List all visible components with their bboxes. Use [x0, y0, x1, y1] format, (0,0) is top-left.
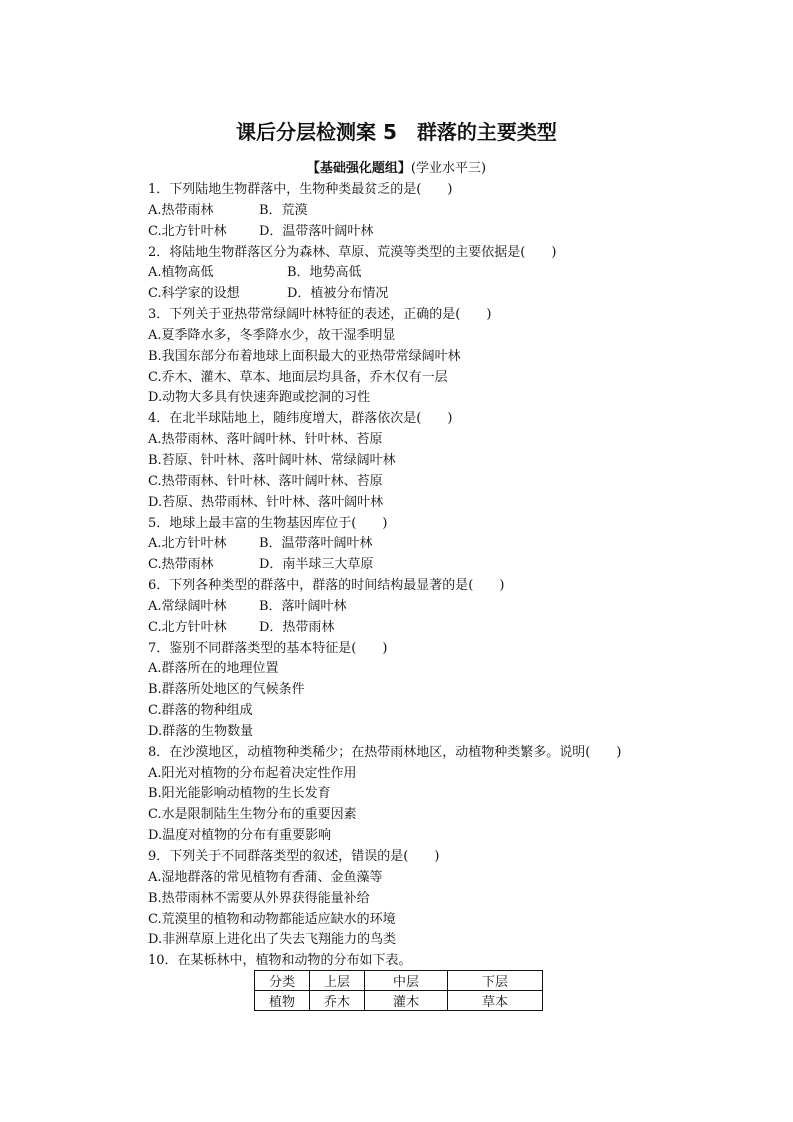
- option-row: [148, 680, 748, 701]
- section-heading-note: (学业水平三): [410, 161, 487, 176]
- question-stem: 3．下列关于亚热带常绿阔叶林特征的表述，正确的是( ): [148, 307, 492, 323]
- option-text: C.热带雨林: [148, 557, 214, 573]
- option-row: [148, 472, 748, 493]
- option-text: B.热带雨林不需要从外界获得能量补给: [148, 890, 370, 906]
- option-text: B.我国东部分布着地球上面积最大的亚热带常绿阔叶林: [148, 348, 461, 364]
- option-text: A.热带雨林: [148, 202, 214, 218]
- option-text: A.植物高低: [148, 265, 214, 281]
- section-heading-bold: 【基础强化题组】: [306, 161, 411, 176]
- page-title: 课后分层检测案 5 群落的主要类型: [236, 120, 557, 144]
- option-text: C.热带雨林、针叶林、落叶阔叶林、苔原: [148, 473, 383, 489]
- option-text: D.动物大多具有快速奔跑或挖洞的习性: [148, 390, 371, 406]
- option-text: B．温带落叶阔叶林: [259, 536, 373, 552]
- question-stem: 4．在北半球陆地上，随纬度增大，群落依次是( ): [148, 411, 453, 427]
- option-row: [148, 326, 748, 347]
- option-text: A.常绿阔叶林: [148, 598, 227, 614]
- option-row: [148, 889, 748, 910]
- option-text: A.热带雨林、落叶阔叶林、针叶林、苔原: [148, 432, 383, 448]
- question-stem: 5．地球上最丰富的生物基因库位于( ): [148, 515, 388, 531]
- question-stem: 10．在某栎林中，植物和动物的分布如下表。: [148, 953, 412, 969]
- table-cell: 乔木: [310, 991, 365, 1011]
- option-row: [148, 493, 748, 514]
- option-row: [148, 368, 748, 389]
- option-text: A.群落所在的地理位置: [148, 661, 279, 677]
- option-text: D．热带雨林: [259, 619, 335, 635]
- option-text: A.湿地群落的常见植物有香蒲、金鱼藻等: [148, 869, 383, 885]
- table-cell: 灌木: [365, 991, 448, 1011]
- option-row: [148, 201, 748, 222]
- question-stem: 7．鉴别不同群落类型的基本特征是( ): [148, 640, 388, 656]
- option-text: C.科学家的设想: [148, 286, 240, 302]
- option-row: [148, 347, 748, 368]
- option-row: [148, 826, 748, 847]
- option-text: C.北方针叶林: [148, 223, 227, 239]
- question-stem: 9．下列关于不同群落类型的叙述，错误的是( ): [148, 849, 440, 864]
- option-text: A.北方针叶林: [148, 536, 227, 552]
- option-text: A.阳光对植物的分布起着决定性作用: [148, 765, 357, 781]
- table-header-row: [255, 971, 543, 991]
- option-row: [148, 451, 748, 472]
- question-stem: 8．在沙漠地区，动植物种类稀少；在热带雨林地区，动植物种类繁多。说明( ): [148, 744, 622, 760]
- table-header-cell: 下层: [448, 971, 543, 991]
- option-row: [148, 701, 748, 722]
- option-row: [148, 764, 748, 785]
- table-cell: 植物: [255, 991, 310, 1011]
- option-row: [148, 910, 748, 931]
- table-header-cell: 分类: [255, 971, 310, 991]
- option-row: [148, 618, 748, 639]
- table-cell: 草本: [448, 991, 543, 1011]
- question-stem: 1．下列陆地生物群落中，生物种类最贫乏的是( ): [148, 182, 453, 197]
- question-list: [148, 180, 748, 972]
- distribution-table: [254, 970, 543, 1011]
- option-text: D．温带落叶阔叶林: [259, 223, 374, 239]
- option-text: D.群落的生物数量: [148, 723, 254, 739]
- option-row: [148, 868, 748, 889]
- option-row: [148, 263, 748, 284]
- table-header-cell: 上层: [310, 971, 365, 991]
- option-text: C.北方针叶林: [148, 619, 227, 635]
- option-text: B.阳光能影响动植物的生长发育: [148, 786, 331, 802]
- option-row: [148, 930, 748, 951]
- option-row: [148, 430, 748, 451]
- table-row: [255, 991, 543, 1011]
- option-text: C.荒漠里的植物和动物都能适应缺水的环境: [148, 911, 396, 927]
- section-heading: [0, 160, 793, 178]
- option-text: B．地势高低: [287, 265, 362, 281]
- option-text: D．植被分布情况: [287, 286, 389, 302]
- option-row: [148, 659, 748, 680]
- option-row: [148, 784, 748, 805]
- table-header-cell: 中层: [365, 971, 448, 991]
- option-text: D.温度对植物的分布有重要影响: [148, 828, 332, 844]
- option-text: B．落叶阔叶林: [259, 598, 347, 614]
- option-row: [148, 534, 748, 555]
- option-text: C.乔木、灌木、草本、地面层均具备，乔木仅有一层: [148, 369, 448, 385]
- option-row: [148, 222, 748, 243]
- option-text: B.苔原、针叶林、落叶阔叶林、常绿阔叶林: [148, 452, 396, 468]
- option-text: D.非洲草原上进化出了失去飞翔能力的鸟类: [148, 932, 397, 948]
- option-row: [148, 388, 748, 409]
- option-text: D.苔原、热带雨林、针叶林、落叶阔叶林: [148, 494, 384, 510]
- option-row: [148, 555, 748, 576]
- option-text: D．南半球三大草原: [259, 557, 374, 573]
- option-text: A.夏季降水多，冬季降水少，故干湿季明显: [148, 327, 396, 343]
- option-row: [148, 805, 748, 826]
- option-row: [148, 722, 748, 743]
- option-text: C.群落的物种组成: [148, 703, 253, 719]
- question-stem: 2．将陆地生物群落区分为森林、草原、荒漠等类型的主要依据是( ): [148, 244, 557, 260]
- option-row: [148, 597, 748, 618]
- option-text: B．荒漠: [259, 202, 308, 218]
- option-text: C.水是限制陆生生物分布的重要因素: [148, 807, 357, 823]
- option-text: B.群落所处地区的气候条件: [148, 682, 305, 698]
- question-stem: 6．下列各种类型的群落中，群落的时间结构最显著的是( ): [148, 578, 505, 594]
- option-row: [148, 284, 748, 305]
